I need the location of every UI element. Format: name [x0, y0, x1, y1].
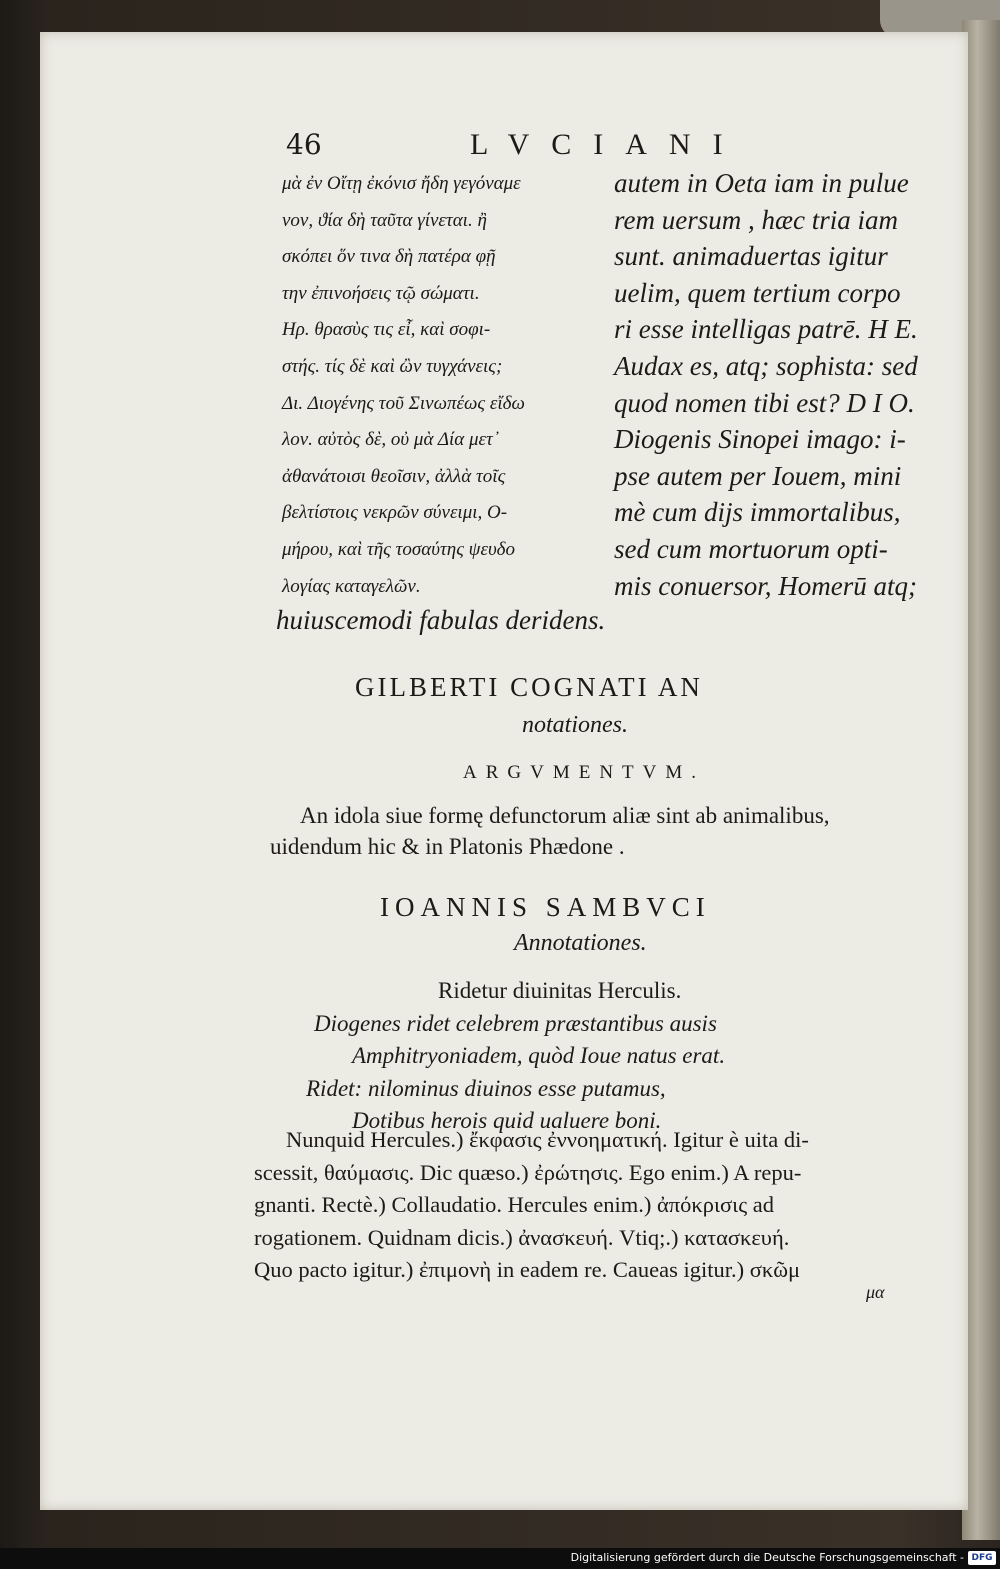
greek-line: βελτίστοις νεκρῶν σύνειμι, Ο-: [282, 502, 508, 524]
latin-tail-line: huiuscemodi fabulas deridens.: [276, 605, 606, 635]
note-line: Quo pacto igitur.) ἐπιμονὴ in eadem re. Caueas igitur.) σκῶμ: [254, 1257, 801, 1283]
verse-line: Ridet: nilominus diuinos esse putamus,: [306, 1075, 666, 1101]
verse-line: Amphitryoniadem, quòd Ioue natus erat.: [352, 1043, 726, 1068]
latin-line: sunt. animaduertas igitur: [614, 241, 888, 272]
verse-line: Ridetur diuinitas Herculis.: [438, 978, 682, 1003]
latin-line: quod nomen tibi est? D I O.: [614, 387, 915, 418]
latin-line: ri esse intelligas patrē. H E.: [614, 314, 918, 345]
gilberti-subheading: notationes.: [522, 712, 628, 738]
latin-line: sed cum mortuorum opti-: [614, 533, 888, 564]
footer-credit: Digitalisierung gefördert durch die Deutsche Forschungsgemeinschaft -: [570, 1551, 964, 1564]
note-line: Nunquid Hercules.) ἔκφασις ἐννοηματική. Igitur è uita di-: [286, 1127, 809, 1152]
latin-line: Audax es, atq; sophista: sed: [614, 350, 918, 381]
greek-line: λογίας καταγελῶν.: [282, 575, 421, 597]
digitization-footer: [0, 1548, 1000, 1569]
greek-line: ἀθανάτοισι θεοῖσιν, ἀλλὰ τοῖς: [282, 465, 506, 487]
argument-text: [270, 800, 930, 862]
note-line: scessit, θαύμασις. Dic quæso.) ἐρώτησις. Ego enim.) A repu-: [254, 1159, 802, 1185]
running-head: [0, 128, 1000, 168]
greek-line: την ἐπινοήσεις τῷ σώματι.: [282, 282, 480, 304]
greek-line: σκόπει ὅν τινα δὴ πατέρα φῇ: [282, 246, 496, 268]
note-line: rogationem. Quidnam dicis.) ἀνασκευή. Vtiq;.) κατασκευή.: [254, 1224, 790, 1250]
latin-line: mè cum dijs immortalibus,: [614, 497, 901, 528]
latin-line: Diogenis Sinopei imago: i-: [614, 424, 906, 455]
sambuci-subheading: Annotationes.: [514, 930, 647, 956]
greek-line: στής. τίς δὲ καὶ ὢν τυγχάνεις;: [282, 355, 503, 377]
running-title: LVCIANI: [470, 128, 745, 161]
argument-label: ARGVMENTVM.: [463, 762, 706, 783]
catchword: μα: [866, 1282, 885, 1302]
latin-line: pse autem per Iouem, mini: [614, 460, 902, 491]
greek-text-column: [282, 166, 602, 605]
greek-line: Δι. Διογένης τοῦ Σινωπέως εἴδω: [282, 392, 525, 414]
latin-line: mis conuersor, Homerū atq;: [614, 570, 917, 601]
note-line: gnanti. Rectè.) Collaudatio. Hercules enim.) ἀπόκρισις ad: [254, 1192, 774, 1218]
greek-line: μὰ ἐν Οἴτῃ ἐκόνισ ἤδη γεγόναμε: [282, 173, 521, 194]
gilberti-heading: GILBERTI COGNATI AN: [355, 672, 703, 702]
greek-line: λον. αὐτὸς δὲ, οὐ μὰ Δία μετ᾽: [282, 429, 500, 451]
argument-line: An idola siue formę defunctorum aliæ sint ab animalibus,: [300, 803, 830, 828]
epigram-verse: [0, 975, 1000, 1138]
argument-line: uidendum hic & in Platonis Phædone .: [270, 834, 625, 859]
verse-line: Diogenes ridet celebrem præstantibus ausis: [314, 1010, 717, 1036]
greek-line: μήρου, καὶ τῆς τοσαύτης ψευδο: [282, 538, 516, 560]
dfg-logo: DFG: [968, 1551, 996, 1565]
verse-line: Dotibus herois quid ualuere boni.: [352, 1108, 662, 1133]
page-number: 46: [286, 128, 322, 161]
latin-line: autem in Oeta iam in pulue: [614, 168, 909, 198]
greek-line: Ηρ. θρασὺς τις εἶ, καὶ σοφι-: [282, 319, 491, 341]
sambuci-heading: IOANNIS SAMBVCI: [380, 892, 711, 922]
latin-line: rem uersum , hæc tria iam: [614, 204, 898, 235]
annotation-notes: [254, 1124, 934, 1287]
latin-line: uelim, quem tertium corpo: [614, 277, 901, 308]
latin-text-column: [614, 165, 934, 604]
greek-line: νον, ϑία δὴ ταῦτα γίνεται. ἢ: [282, 209, 487, 231]
